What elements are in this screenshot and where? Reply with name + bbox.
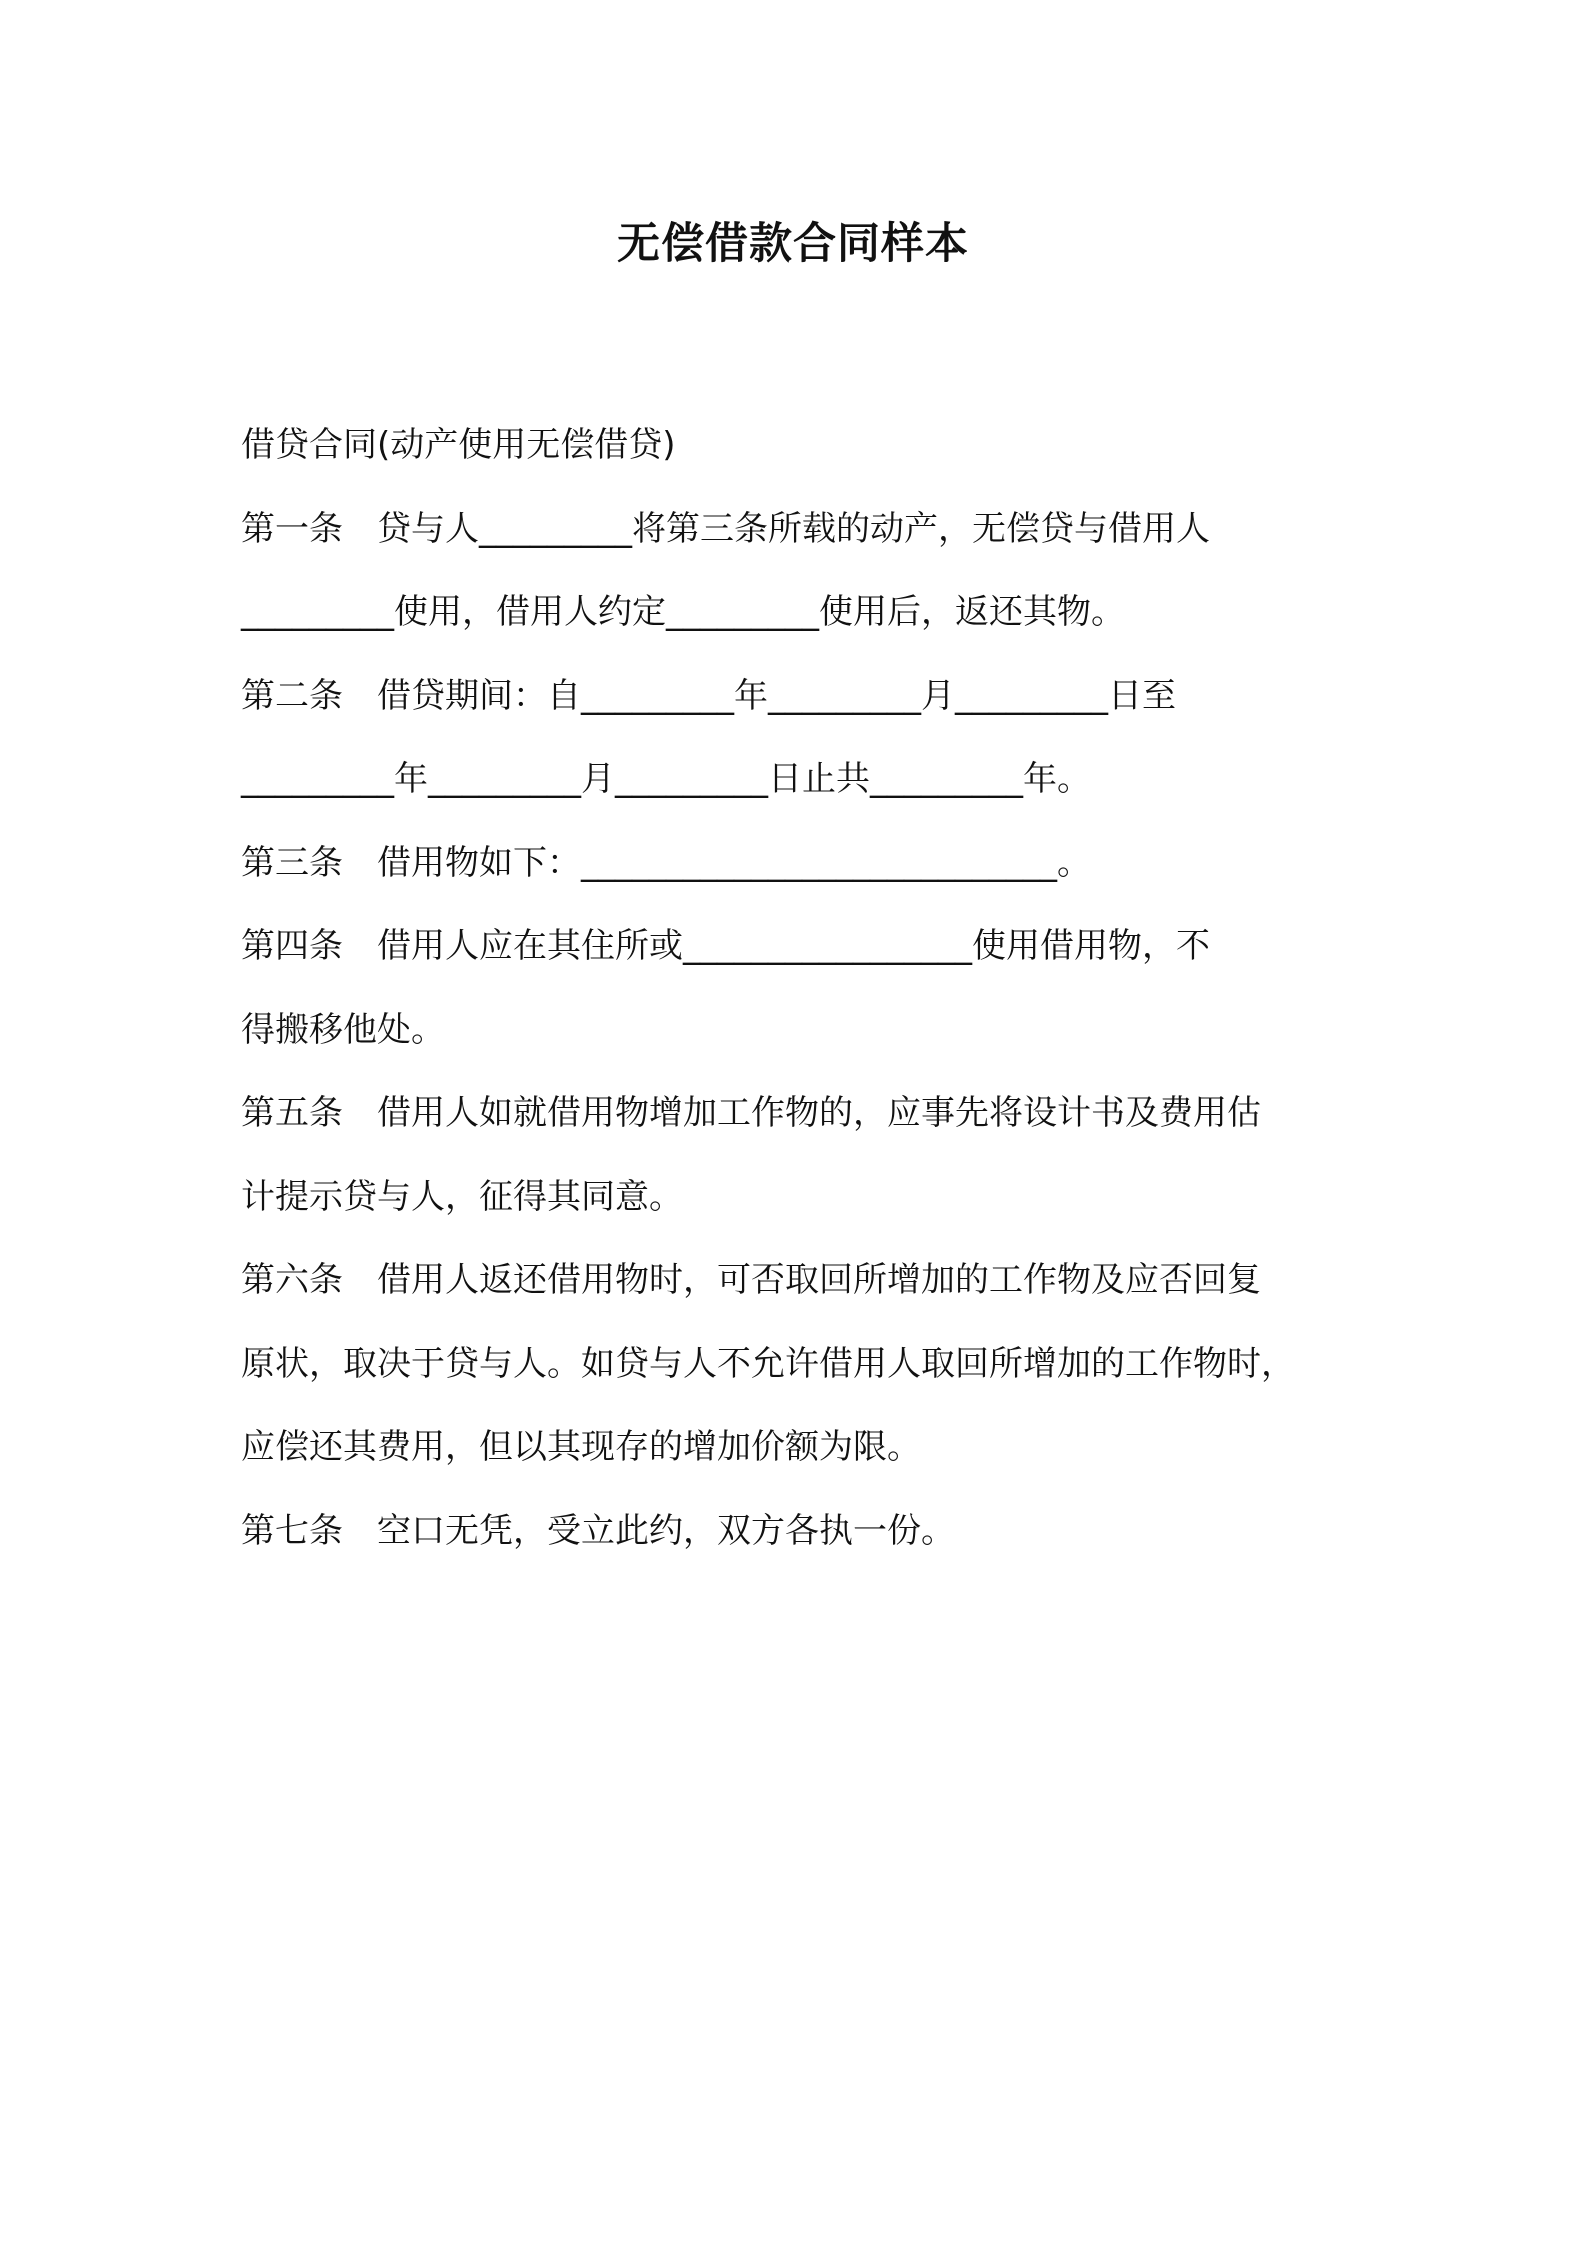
- article-6-line-1: [241, 1239, 1361, 1323]
- article-1-text: 贷与人_________将第三条所载的动产，无偿贷与借用人: [377, 508, 1210, 549]
- article-1-heading: 第一条: [241, 508, 343, 549]
- article-2-text: 借贷期间：自_________年_________月_________日至: [377, 675, 1176, 716]
- article-2-heading: 第二条: [241, 675, 343, 716]
- article-7-line-1: [241, 1490, 1361, 1574]
- article-4-line-1: [241, 905, 1361, 989]
- article-5-line-1: [241, 1072, 1361, 1156]
- article-3-line-1: [241, 822, 1361, 906]
- article-4-text: 借用人应在其住所或_________________使用借用物，不: [377, 926, 1210, 966]
- document-title: 无偿借款合同样本: [617, 219, 969, 269]
- contract-body: [241, 404, 1361, 1573]
- article-2-line-1: [241, 655, 1361, 739]
- article-2-line-2: _________年_________月_________日止共_________年。: [241, 759, 1091, 799]
- article-5-heading: 第五条: [241, 1093, 343, 1133]
- article-4-heading: 第四条: [241, 926, 343, 966]
- article-5-line-2: 计提示贷与人，征得其同意。: [241, 1176, 683, 1217]
- article-6-line-2: 原状，取决于贷与人。如贷与人不允许借用人取回所增加的工作物时，: [241, 1343, 1295, 1384]
- article-6-text: 借用人返还借用物时，可否取回所增加的工作物及应否回复: [377, 1260, 1261, 1300]
- article-3-text: 借用物如下：____________________________。: [377, 842, 1091, 883]
- contract-subtitle: 借贷合同(动产使用无偿借贷): [241, 425, 676, 465]
- article-3-heading: 第三条: [241, 842, 343, 883]
- article-1-line-2: _________使用，借用人约定_________使用后，返还其物。: [241, 592, 1125, 632]
- article-6-line-3: 应偿还其费用，但以其现存的增加价额为限。: [241, 1427, 921, 1467]
- article-7-heading: 第七条: [241, 1510, 343, 1551]
- article-4-line-2: 得搬移他处。: [241, 1009, 445, 1050]
- article-7-text: 空口无凭，受立此约，双方各执一份。: [377, 1510, 955, 1551]
- article-5-text: 借用人如就借用物增加工作物的，应事先将设计书及费用估: [377, 1093, 1261, 1133]
- article-6-heading: 第六条: [241, 1260, 343, 1300]
- article-1-line-1: [241, 488, 1361, 572]
